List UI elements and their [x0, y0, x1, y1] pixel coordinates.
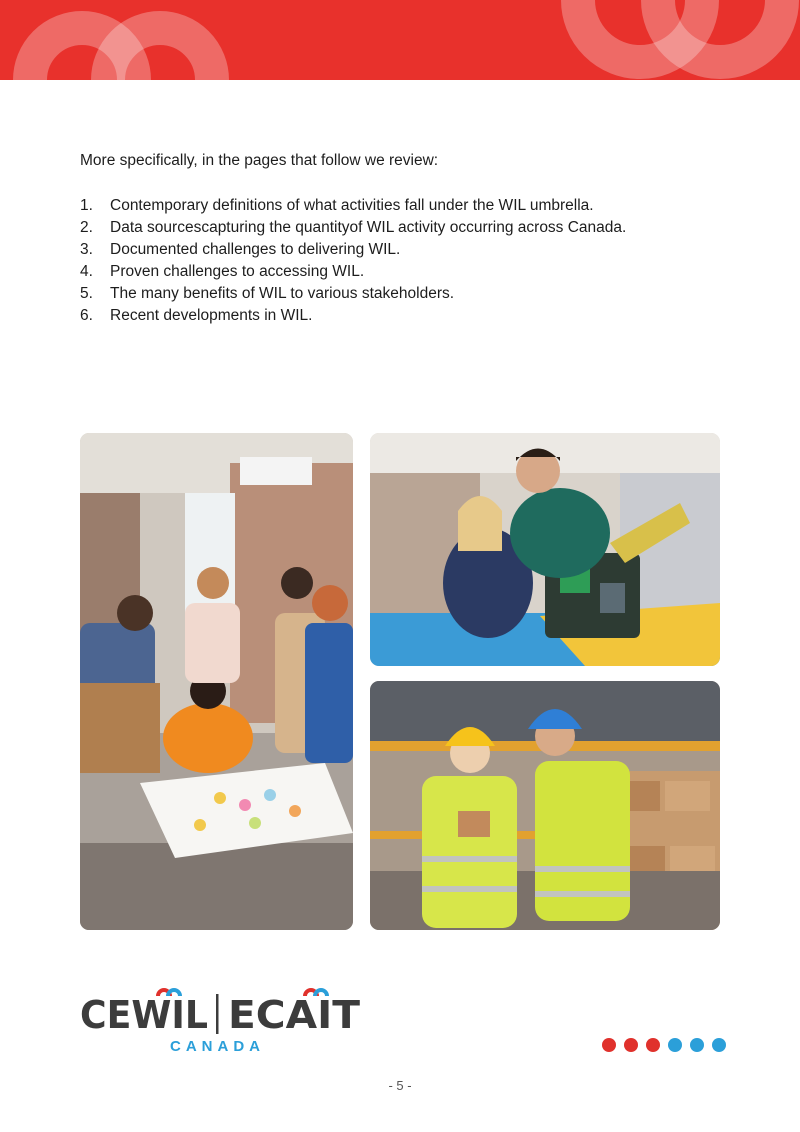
list-text: Data sourcescapturing the quantityof WIL activity occurring across Canada. — [110, 219, 627, 236]
list-number: 5. — [80, 285, 93, 302]
list-number: 4. — [80, 263, 93, 280]
warehouse-workers-photo — [370, 681, 720, 930]
review-list — [80, 196, 626, 328]
list-text: The many benefits of WIL to various stakeholders. — [110, 285, 455, 302]
engineering-students-photo — [370, 433, 720, 666]
intro-paragraph: More specifically, in the pages that follow we review: — [80, 152, 439, 169]
blue-dot-icon — [690, 1038, 704, 1052]
page-number: - 5 - — [388, 1078, 412, 1093]
blue-dot-icon — [712, 1038, 726, 1052]
list-item — [80, 218, 626, 240]
list-number: 1. — [80, 197, 93, 214]
header-banner — [0, 0, 800, 80]
list-item — [80, 262, 626, 284]
list-item — [80, 196, 626, 218]
list-item — [80, 240, 626, 262]
list-number: 3. — [80, 241, 93, 258]
list-text: Recent developments in WIL. — [110, 307, 313, 324]
list-text: Proven challenges to accessing WIL. — [110, 263, 365, 280]
red-dot-icon — [646, 1038, 660, 1052]
logo-word-ecait: ECAIT — [228, 993, 361, 1037]
list-text: Contemporary definitions of what activities fall under the WIL umbrella. — [110, 197, 594, 214]
list-item — [80, 284, 626, 306]
decorative-dots — [602, 1038, 726, 1052]
list-item — [80, 306, 626, 328]
list-text: Documented challenges to delivering WIL. — [110, 241, 401, 258]
logo-word-cewil: CEWIL — [80, 993, 208, 1037]
logo-subtitle: CANADA — [170, 1038, 265, 1055]
blue-dot-icon — [668, 1038, 682, 1052]
cewil-ecait-logo — [80, 976, 370, 1056]
red-dot-icon — [602, 1038, 616, 1052]
team-brainstorm-photo — [80, 433, 353, 930]
list-number: 6. — [80, 307, 93, 324]
list-number: 2. — [80, 219, 93, 236]
red-dot-icon — [624, 1038, 638, 1052]
